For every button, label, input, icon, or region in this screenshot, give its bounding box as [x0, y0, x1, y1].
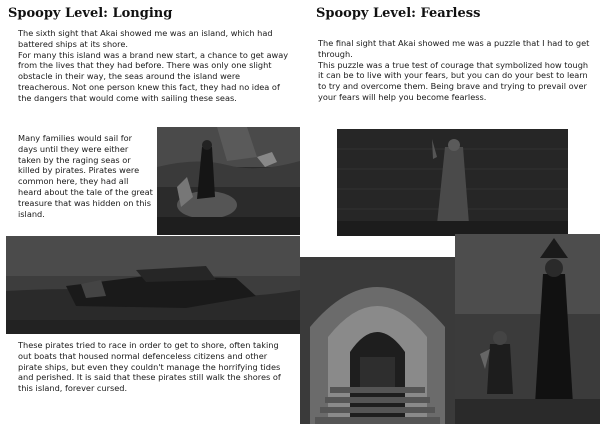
longing-intro: [18, 28, 290, 104]
statue-wall-photo: [337, 129, 568, 236]
shore-character-photo: [157, 127, 300, 235]
longing-pirates-text: These pirates tried to race in order to get to shore, often taking out boats that housed normal defenceless citizens and other pirate ships, but even they couldn't manage the horrifying tides and perished. It is said that these pirates still walk the shores of this island, forever cursed.: [18, 340, 281, 394]
fearless-intro-p1: The final sight that Akai showed me was a puzzle that I had to get through.: [318, 38, 590, 59]
longing-title: Spoopy Level: Longing: [8, 6, 173, 21]
shipwreck-photo: [6, 236, 300, 334]
fearless-intro-p2: This puzzle was a true test of courage that symbolized how tough it can be to live with your fears, but you can do your best to learn to try and overcome them. Being brave and trying to prevail over your fears will help you become fearless.: [318, 59, 589, 102]
longing-intro-p1: The sixth sight that Akai showed me was an island, which had battered ships at its shore.: [18, 28, 273, 49]
fearless-intro: [318, 38, 590, 103]
longing-intro-p2: For many this island was a brand new start, a chance to get away from the lives that they had before. There was only one slight obstacle in their way, the seas around the island were treacherous. Not one person knew this fact, they had no idea of the dangers that would come with sailing these seas.: [18, 49, 289, 103]
archway-photo: [300, 257, 455, 424]
longing-families-text: Many families would sail for days until they were either taken by the raging seas or killed by pirates. Pirates were common here, they had all heard about the tale of the great treasure that was hidden on this island.: [18, 133, 153, 219]
fearless-title: Spoopy Level: Fearless: [316, 6, 481, 21]
costumed-characters-photo: [455, 234, 600, 424]
